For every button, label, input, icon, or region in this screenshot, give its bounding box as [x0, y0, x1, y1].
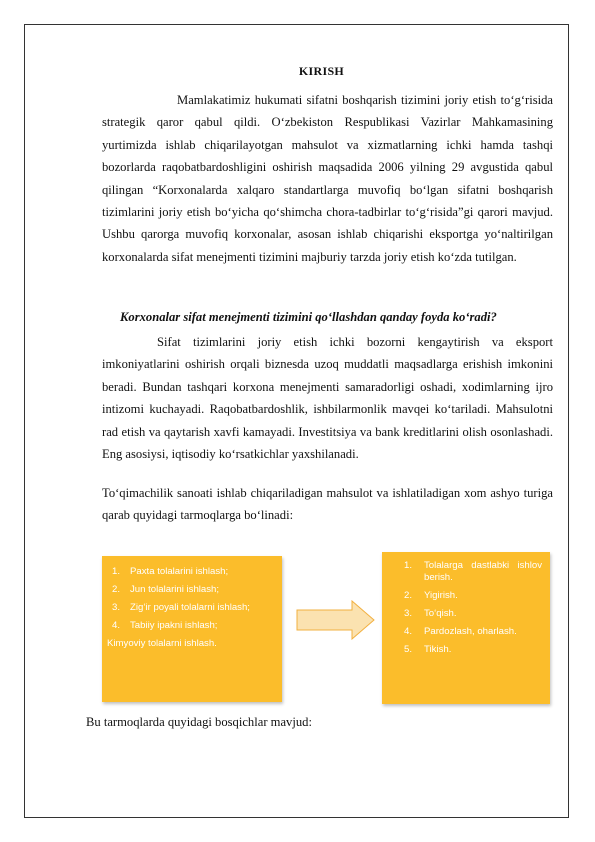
list-item: [390, 626, 542, 638]
list-number: 1.: [111, 566, 120, 577]
list-number: 3.: [111, 602, 120, 613]
list-text: Tabiiy ipakni ishlash;: [130, 620, 218, 631]
list-text: Yigirish.: [424, 590, 458, 601]
textile-branches-box: [102, 556, 282, 702]
list-number: 4.: [111, 620, 120, 631]
benefits-paragraph: Sifat tizimlarini joriy etish ichki bozorni kengaytirish va eksport imkoniyatlarini oshirish orqali biznesda uzoq muddatli maqsadlarga erishish imkonini beradi. Bundan tashqari korxona menejmenti samaradorligi oshadi, xodimlarning ijro intizomi kuchayadi. Raqobatbardoshlik, ishbilarmonlik mavqei ko‘tariladi. Mahsulotni rad etish va qaytarish xavfi kamayadi. Investitsiya va bank kreditlarini olish osonlashadi. Eng asosiysi, iqtisodiy ko‘rsatkichlar yaxshilanadi.: [102, 335, 553, 462]
list-text: Pardozlash, oharlash.: [424, 626, 517, 637]
list-text: Paxta tolalarini ishlash;: [130, 566, 229, 577]
stages-intro-text: Bu tarmoqlarda quyidagi bosqichlar mavjud:: [86, 715, 312, 729]
list-text: Tolalarga dastlabki ishlov berish.: [424, 560, 542, 583]
list-number: 2.: [403, 590, 412, 601]
list-item: [390, 560, 542, 584]
list-extra-item: Kimyoviy tolalarni ishlash.: [107, 638, 217, 649]
textile-paragraph: To‘qimachilik sanoati ishlab chiqariladigan mahsulot va ishlatiladigan xom ashyo turiga qarab quyidagi tarmoqlarga bo‘linadi:: [102, 486, 553, 523]
list-item: [390, 644, 542, 656]
list-text: Tikish.: [424, 644, 452, 655]
intro-paragraph: Mamlakatimiz hukumati sifatni boshqarish tizimini joriy etish to‘g‘risida strategik qaror qabul qildi. O‘zbekiston Respublikasi Vazirlar Mahkamasining yurtimizda ishlab chiqarilayotgan mahsulot va xizmatlarning ichki hamda tashqi bozorlarda raqobatbardoshligini oshirish maqsadida 2006 yilning 29 avgustida qabul qilingan “Korxonalarda xalqaro standartlarga muvofiq bo‘lgan sifatni boshqarish tizimlarini joriy etish bo‘yicha qo‘shimcha chora-tadbirlar to‘g‘risida”gi qarori mavjud. Ushbu qarorga muvofiq korxonalar, asosan ishlab chiqarishi eksportga yo‘naltirilgan korxonalarda sifat menejmenti tizimini majburiy tarzda joriy etish ko‘zda tutilgan.: [102, 93, 553, 264]
list-item: [390, 608, 542, 620]
list-number: 2.: [111, 584, 120, 595]
list-item: [390, 590, 542, 602]
production-stages-box: [382, 552, 550, 704]
list-item: [110, 620, 274, 632]
list-number: 3.: [403, 608, 412, 619]
list-item: [110, 602, 274, 614]
textile-branches-list: [110, 566, 274, 632]
production-stages-list: [390, 560, 542, 656]
list-text: Jun tolalarini ishlash;: [130, 584, 220, 595]
list-number: 1.: [403, 560, 412, 571]
list-text: To‘qish.: [424, 608, 457, 619]
list-number: 4.: [403, 626, 412, 637]
list-number: 5.: [403, 644, 412, 655]
page-title: KIRISH: [298, 64, 345, 78]
list-item: [110, 566, 274, 578]
right-arrow-icon: [296, 600, 376, 640]
list-item: [110, 584, 274, 596]
section-subheading: Korxonalar sifat menejmenti tizimini qo‘llashdan qanday foyda ko‘radi?: [120, 310, 497, 324]
list-text: Zig‘ir poyali tolalarni ishlash;: [130, 602, 250, 613]
